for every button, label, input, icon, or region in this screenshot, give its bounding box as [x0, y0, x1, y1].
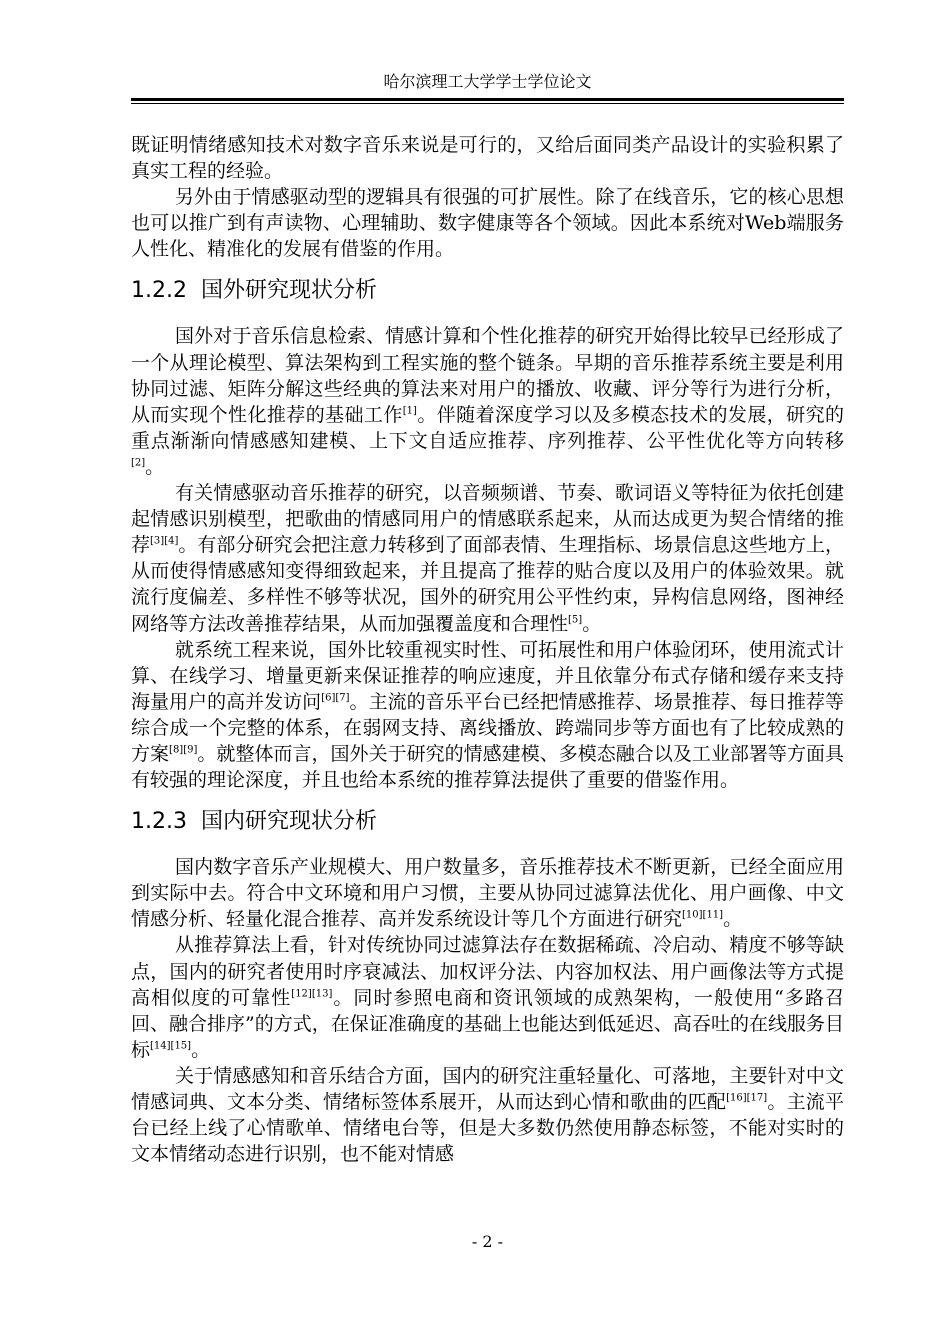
paragraph-domestic-3 — [131, 1063, 844, 1167]
text-run: 就系统工程来说，国外比较重视实时性、可拓展性和用户体验闭环，使用流式计算、在线学习、增量更新来保证推荐的响应速度，并且依靠分布式存储和缓存来支持海量用户的高并发访问 — [131, 638, 844, 713]
section-heading-1-2-2 — [131, 276, 844, 306]
citation: [5] — [568, 614, 583, 626]
header-rule-thick — [131, 98, 844, 101]
section-title: 国内研究现状分析 — [200, 809, 377, 835]
text-run: 有关情感驱动音乐推荐的研究，以音频频谱、节奏、歌词语义等特征为依托创建起情感识别模型，把歌曲的情感同用户的情感联系起来，从而达成更为契合情绪的推荐 — [131, 482, 844, 557]
text-run: 。有部分研究会把注意力转移到了面部表情、生理指标、场景信息这些地方上，从而使得情感感知变得细致起来，并且提高了推荐的贴合度以及用户的体验效果。就流行度偏差、多样性不够等状况，国外的研究用公平性约束，异构信息网络，图神经网络等方法改善推荐结果，从而加强覆盖度和合理性 — [131, 534, 844, 635]
citation: [14][15] — [150, 1040, 192, 1052]
paragraph-continued: 既证明情绪感知技术对数字音乐来说是可行的，又给后面同类产品设计的实验积累了真实工程的经验。 — [131, 134, 844, 183]
text-run: 关于情感感知和音乐结合方面，国内的研究注重轻量化、可落地，主要针对中文情感词典、文本分类、情绪标签体系展开，从而达到心情和歌曲的匹配 — [131, 1064, 844, 1113]
citation: [6][7] — [321, 692, 350, 704]
text-run: 。 — [723, 908, 743, 931]
paragraph-domestic-2 — [131, 932, 844, 1062]
citation: [8][9] — [169, 744, 198, 756]
page-body — [131, 132, 844, 1167]
citation: [2] — [131, 457, 146, 469]
paragraph-extensibility: 另外由于情感驱动型的逻辑具有很强的可扩展性。除了在线音乐，它的核心思想也可以推广到有声读物、心理辅助、数字健康等各个领域。因此本系统对Web端服务人性化、精准化的发展有借鉴的作用。 — [131, 186, 844, 261]
citation: [10][11] — [682, 910, 724, 922]
text-run: 国内数字音乐产业规模大、用户数量多，音乐推荐技术不断更新，已经全面应用到实际中去。符合中文环境和用户习惯，主要从协同过滤算法优化、用户画像、中文情感分析、轻量化混合推荐、高并发系统设计等几个方面进行研究 — [131, 856, 844, 931]
text-run: 。 — [191, 1038, 211, 1061]
section-number: 1.2.2 — [131, 278, 187, 304]
text-run: 。主流的音乐平台已经把情感推荐、场景推荐、每日推荐等综合成一个完整的体系，在弱网支持、离线播放、跨端同步等方面也有了比较成熟的方案 — [131, 690, 844, 765]
section-title: 国外研究现状分析 — [200, 278, 377, 304]
text-run: 。伴随着深度学习以及多模态技术的发展，研究的重点渐渐向情感感知建模、上下文自适应推荐、序列推荐、公平性优化等方向转移 — [131, 403, 844, 452]
header-rule-thin — [131, 103, 844, 104]
citation: [16][17] — [726, 1092, 768, 1104]
paragraph-foreign-1 — [131, 323, 844, 480]
citation: [12][13] — [291, 988, 333, 1000]
paragraph-domestic-1 — [131, 854, 844, 932]
paragraph-foreign-3 — [131, 637, 844, 794]
paragraph-foreign-2 — [131, 480, 844, 637]
text-run: 。主流平台已经上线了心情歌单、情绪电台等，但是大多数仍然使用静态标签，不能对实时的文本情绪动态进行识别，也不能对情感 — [131, 1091, 844, 1166]
running-header: 哈尔滨理工大学学士学位论文 — [383, 72, 592, 91]
text-run: 国外对于音乐信息检索、情感计算和个性化推荐的研究开始得比较早已经形成了一个从理论模型、算法架构到工程实施的整个链条。早期的音乐推荐系统主要是利用协同过滤、矩阵分解这些经典的算法来对用户的播放、收藏、评分等行为进行分析，从而实现个性化推荐的基础工作 — [131, 325, 844, 426]
citation: [3][4] — [150, 535, 179, 547]
text-run: 从推荐算法上看，针对传统协同过滤算法存在数据稀疏、冷启动、精度不够等缺点，国内的研究者使用时序衰减法、加权评分法、内容加权法、用户画像法等方式提高相似度的可靠性 — [131, 934, 844, 1009]
page-number: - 2 - — [471, 1232, 504, 1251]
text-run: 。就整体而言，国外关于研究的情感建模、多模态融合以及工业部署等方面具有较强的理论深度，并且也给本系统的推荐算法提供了重要的借鉴作用。 — [131, 742, 844, 792]
section-heading-1-2-3 — [131, 807, 844, 837]
text-run: 。同时参照电商和资讯领域的成熟架构，一般使用“多路召回、融合排序”的方式，在保证准确度的基础上也能达到低延迟、高吞吐的在线服务目标 — [131, 986, 844, 1061]
citation: [1] — [402, 405, 417, 417]
text-run: 。 — [145, 455, 165, 478]
text-run: 。 — [582, 612, 602, 635]
section-number: 1.2.3 — [131, 809, 187, 835]
